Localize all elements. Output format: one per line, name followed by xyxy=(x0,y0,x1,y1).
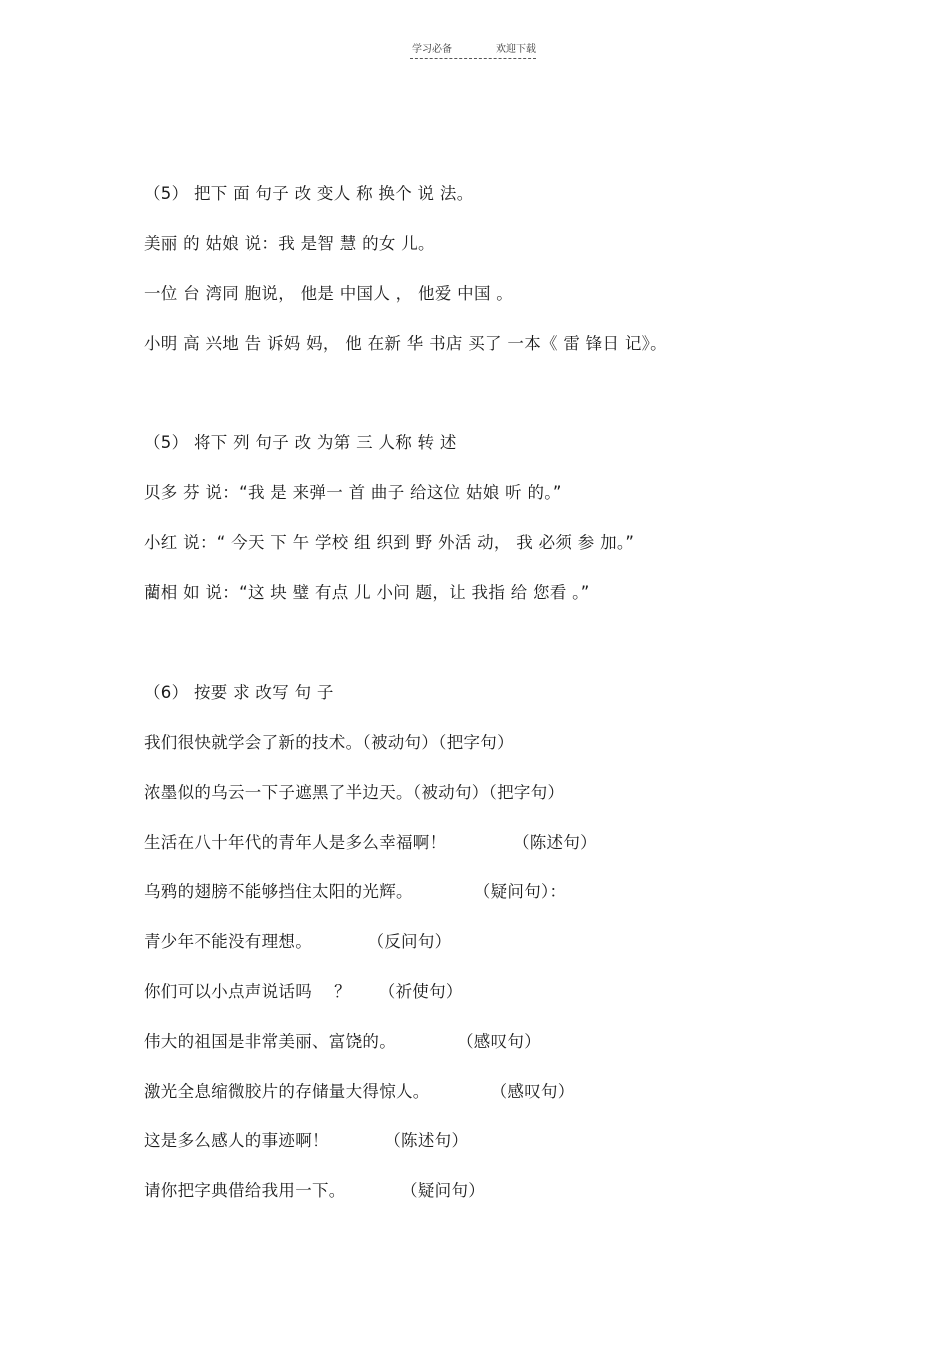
header-right-text: 欢迎下载 xyxy=(496,44,536,55)
section-5a-item: 美丽 的 姑娘 说：我 是智 慧 的女 儿。 xyxy=(144,234,435,253)
section-5a-title: （5） 把下 面 句子 改 变人 称 换个 说 法。 xyxy=(144,184,474,203)
section-6-item: 我们很快就学会了新的技术。（被动句）（把字句） xyxy=(144,733,514,752)
section-6-item: 生活在八十年代的青年人是多么幸福啊！ （陈述句） xyxy=(144,833,597,852)
header-left-text: 学习必备 xyxy=(412,44,452,55)
section-6-title: （6） 按要 求 改写 句 子 xyxy=(144,683,334,702)
section-6-item: 请你把字典借给我用一下。 （疑问句） xyxy=(144,1181,486,1200)
page-header xyxy=(410,38,536,59)
section-5a-item: 一位 台 湾同 胞说， 他是 中国人 ， 他爱 中国 。 xyxy=(144,284,514,303)
section-5b-item: 小红 说：“ 今天 下 午 学校 组 织到 野 外活 动， 我 必须 参 加。” xyxy=(144,533,635,552)
section-6-item: 伟大的祖国是非常美丽、富饶的。 （感叹句） xyxy=(144,1032,541,1051)
section-5b-title: （5） 将下 列 句子 改 为第 三 人称 转 述 xyxy=(144,433,457,452)
section-5a-item: 小明 高 兴地 告 诉妈 妈， 他 在新 华 书店 买了 一本《 雷 锋日 记》。 xyxy=(144,334,667,353)
section-6-item: 乌鸦的翅膀不能够挡住太阳的光辉。 （疑问句）： xyxy=(144,882,567,901)
section-5b-item: 藺相 如 说：“这 块 璧 有点 儿 小问 题，让 我指 给 您看 。” xyxy=(144,583,590,602)
section-6-item: 你们可以小点声说话吗 ？ （祈使句） xyxy=(144,982,463,1001)
section-5b-item: 贝多 芬 说：“我 是 来弹一 首 曲子 给这位 姑娘 听 的。” xyxy=(144,483,562,502)
section-6-item: 激光全息缩微胶片的存储量大得惊人。 （感叹句） xyxy=(144,1082,575,1101)
section-6-item: 浓墨似的乌云一下子遮黑了半边天。（被动句）（把字句） xyxy=(144,783,565,802)
section-6-item: 这是多么感人的事迹啊！ （陈述句） xyxy=(144,1131,469,1150)
section-6-item: 青少年不能没有理想。 （反问句） xyxy=(144,932,452,951)
